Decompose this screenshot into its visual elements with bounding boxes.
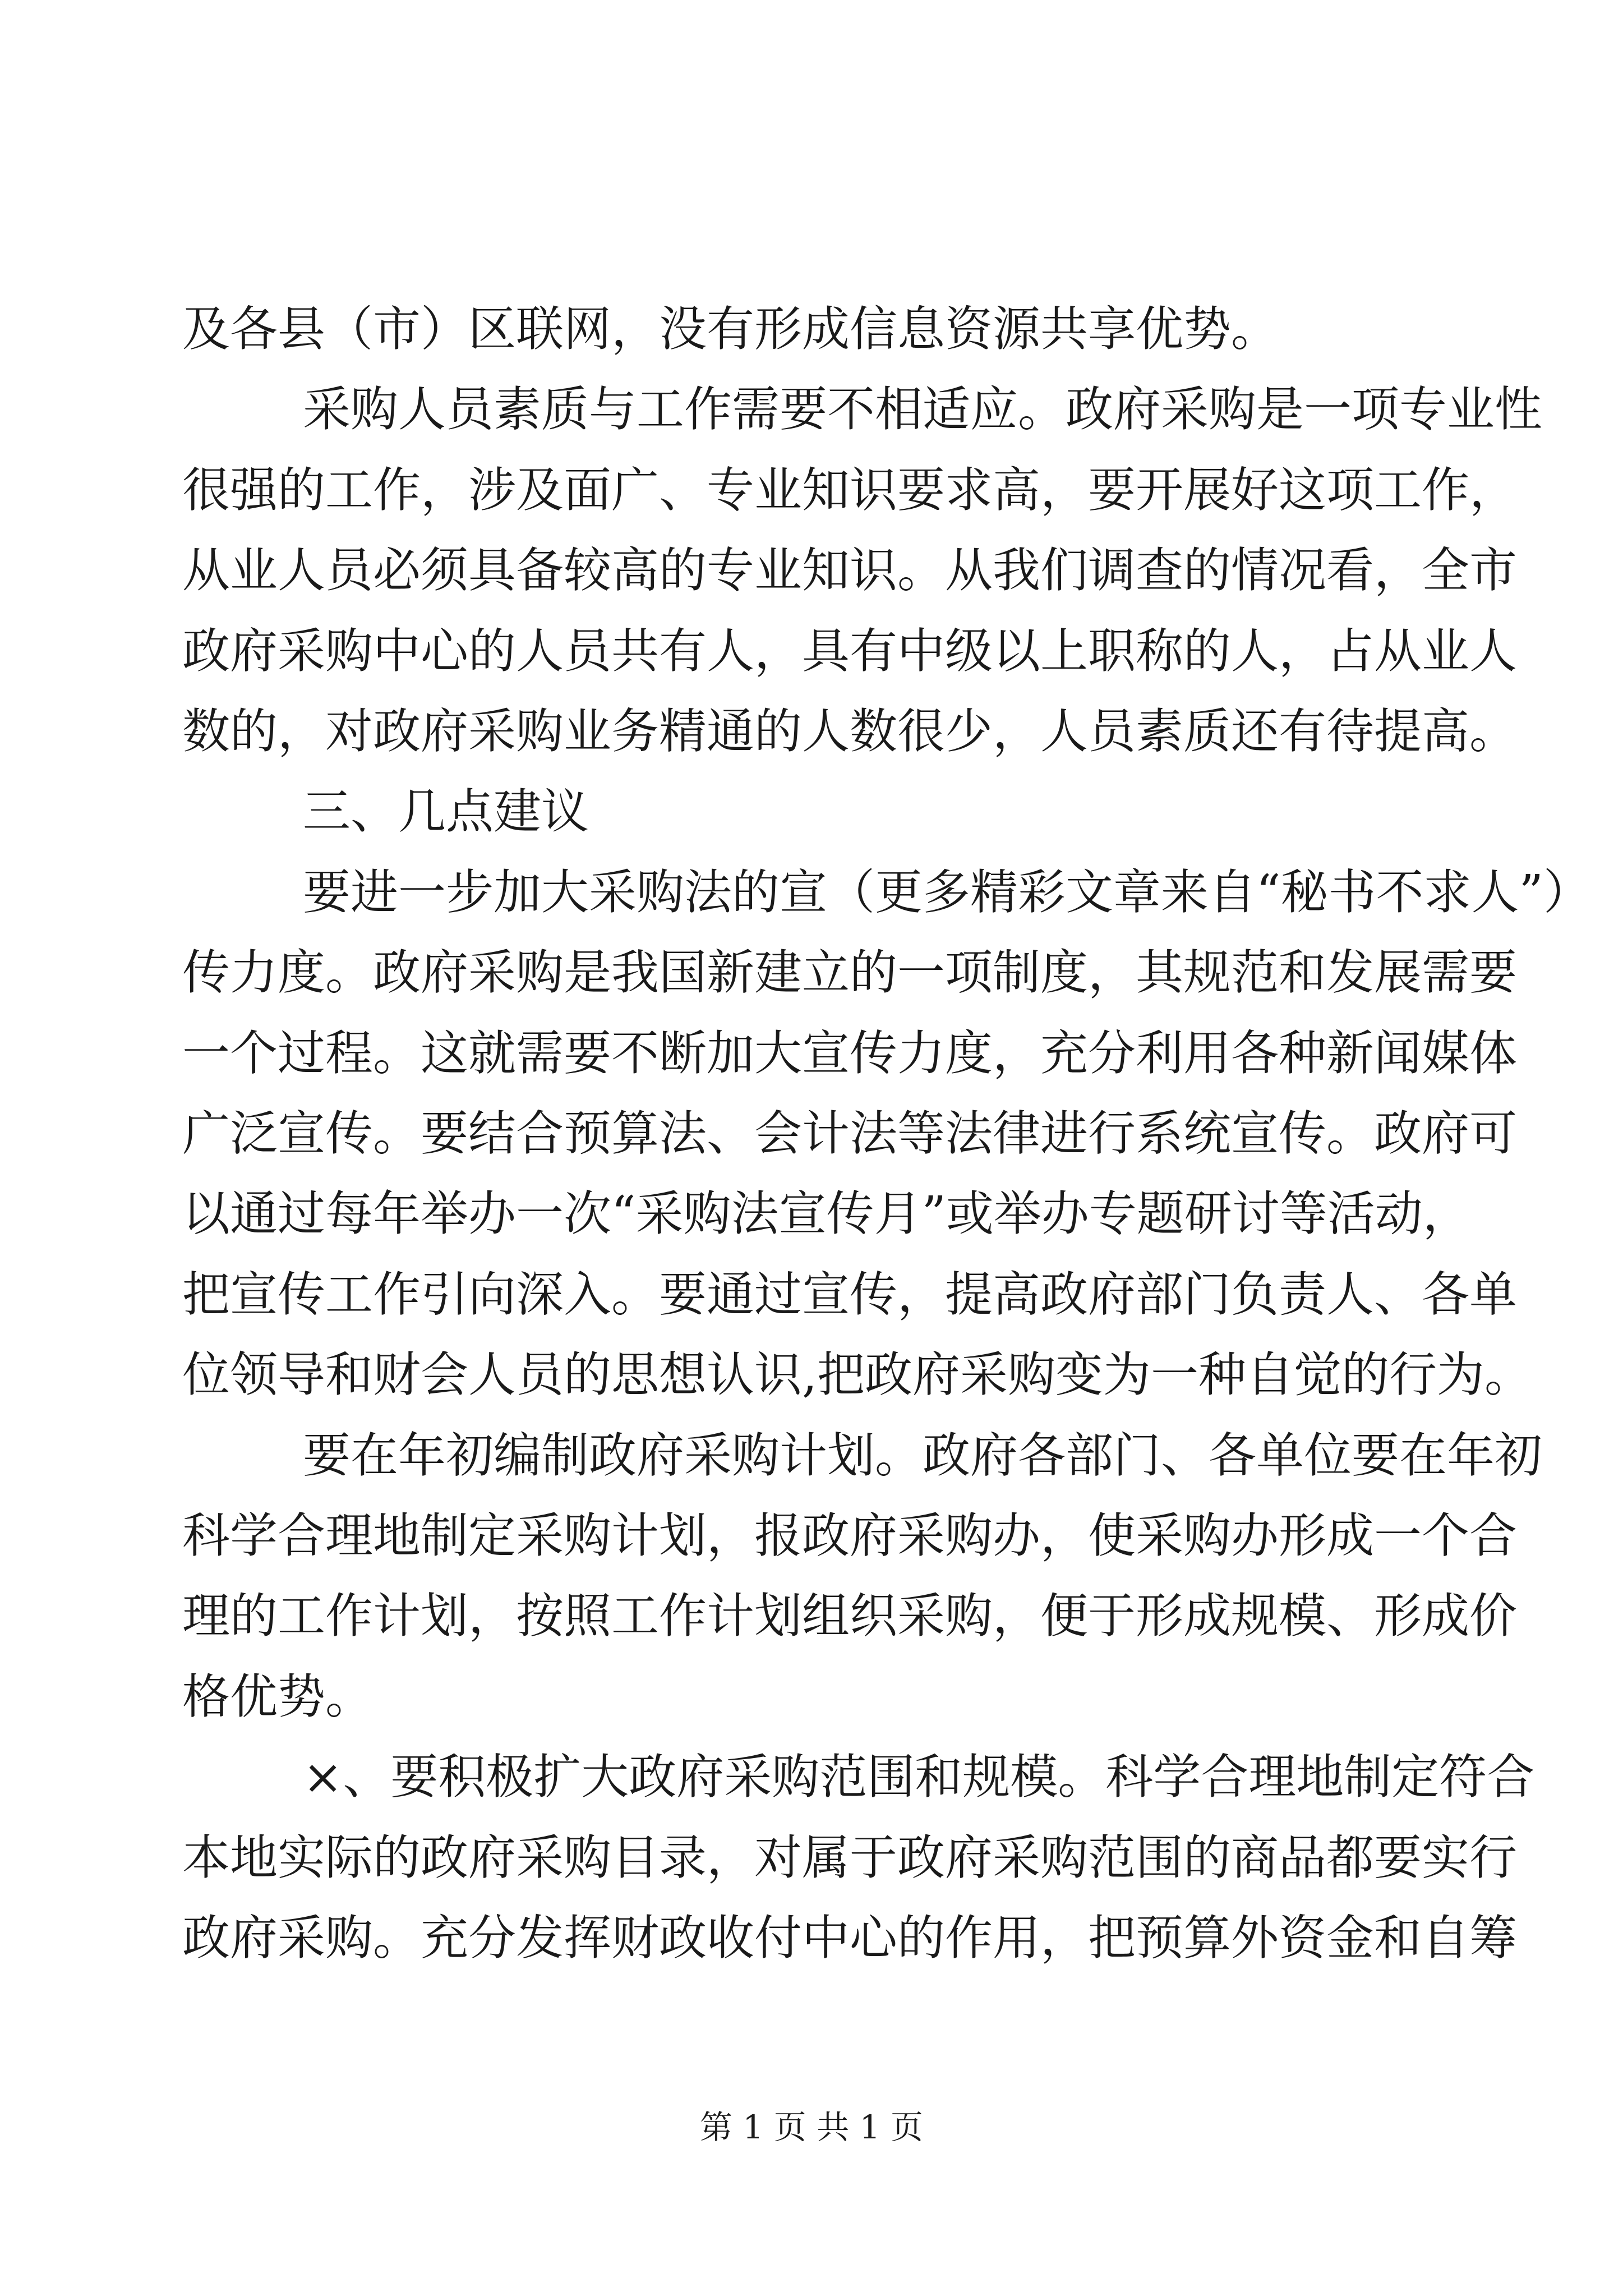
text-line: 要在年初编制政府采购计划。政府各部门、各单位要在年初 — [303, 1428, 1543, 1484]
page-footer: 第 1 页 共 1 页 — [700, 2108, 923, 2146]
text-line: 要进一步加大采购法的宣（更多精彩文章来自“秘书不求人”） — [303, 865, 1591, 921]
text-line: 三、几点建议 — [303, 784, 589, 840]
text-line: 传力度。政府采购是我国新建立的一项制度，其规范和发展需要 — [182, 945, 1518, 1001]
text-line: 很强的工作，涉及面广、专业知识要求高，要开展好这项工作， — [182, 463, 1518, 518]
text-line: 政府采购中心的人员共有人，具有中级以上职称的人，占从业人 — [182, 624, 1518, 679]
text-line: 数的，对政府采购业务精通的人数很少，人员素质还有待提高。 — [182, 704, 1518, 760]
text-line: 格优势。 — [182, 1669, 374, 1725]
text-line: 及各县（市）区联网，没有形成信息资源共享优势。 — [182, 302, 1279, 357]
text-line: 以通过每年举办一次“采购法宣传月”或举办专题研讨等活动， — [182, 1186, 1470, 1242]
text-line: 理的工作计划，按照工作计划组织采购，便于形成规模、形成价 — [182, 1589, 1518, 1644]
text-line: 把宣传工作引向深入。要通过宣传，提高政府部门负责人、各单 — [182, 1267, 1518, 1323]
text-line: 采购人员素质与工作需要不相适应。政府采购是一项专业性 — [303, 382, 1543, 438]
text-line: 位领导和财会人员的思想认识,把政府采购变为一种自觉的行为。 — [182, 1347, 1533, 1403]
text-line: ×、要积极扩大政府采购范围和规模。科学合理地制定符合 — [303, 1750, 1535, 1805]
text-line: 本地实际的政府采购目录，对属于政府采购范围的商品都要实行 — [182, 1830, 1518, 1886]
text-line: 政府采购。充分发挥财政收付中心的作用，把预算外资金和自筹 — [182, 1911, 1518, 1966]
text-line: 科学合理地制定采购计划，报政府采购办，使采购办形成一个合 — [182, 1508, 1518, 1564]
text-line: 从业人员必须具备较高的专业知识。从我们调查的情况看，全市 — [182, 543, 1518, 599]
text-line: 广泛宣传。要结合预算法、会计法等法律进行系统宣传。政府可 — [182, 1106, 1518, 1162]
text-line: 一个过程。这就需要不断加大宣传力度，充分利用各种新闻媒体 — [182, 1026, 1518, 1082]
